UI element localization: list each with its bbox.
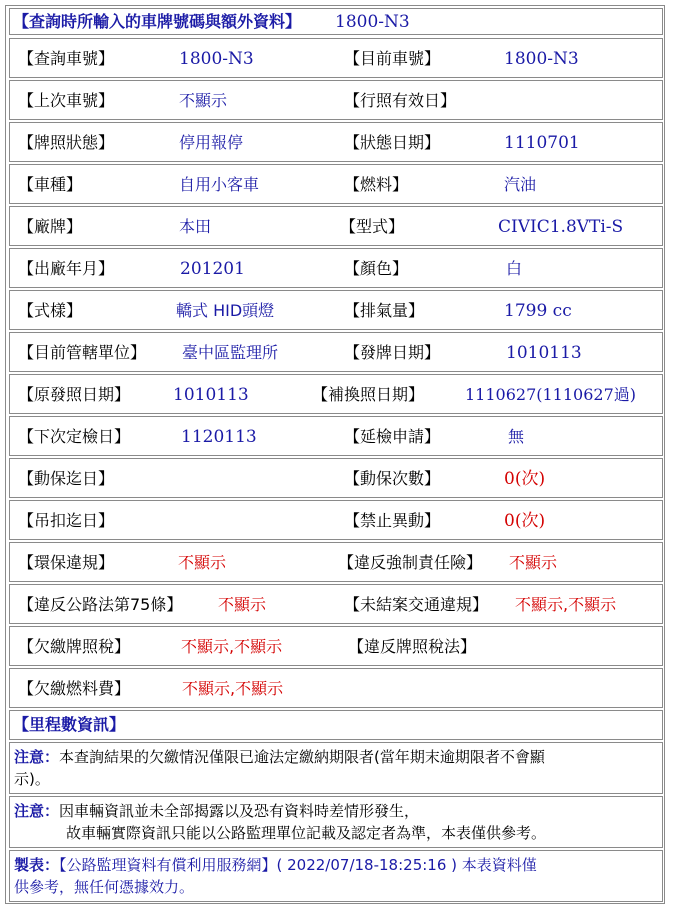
label-plate-status: 【牌照狀態】 [18, 133, 115, 152]
value-previous-plate: 不顯示 [179, 91, 228, 110]
label-original-license-date: 【原發照日期】 [18, 385, 131, 404]
row-manufacture-date [9, 248, 663, 288]
value-compulsory-insurance-violation: 不顯示 [509, 553, 558, 572]
label-fuel: 【燃料】 [344, 175, 409, 194]
query-header-label: 【查詢時所輸入的車牌號碼與額外資料】 [13, 12, 302, 31]
note2-line1: 因車輛資訊並未全部揭露以及恐有資料時差情形發生， [59, 802, 420, 820]
label-unpaid-fuel-fee: 【欠繳燃料費】 [18, 679, 131, 698]
query-header-value: 1800-N3 [335, 12, 410, 32]
label-environmental-violation: 【環保違規】 [18, 553, 115, 572]
label-suspension-end: 【吊扣迄日】 [18, 511, 115, 530]
value-manufacture-date: 201201 [180, 259, 245, 279]
label-vehicle-type: 【車種】 [18, 175, 83, 194]
row-original-license-date [9, 374, 663, 414]
value-brand: 本田 [179, 217, 212, 236]
row-highway-act-75 [9, 584, 663, 624]
label-unpaid-license-tax: 【欠繳牌照稅】 [18, 637, 131, 656]
report-maker-section [9, 850, 663, 902]
label-reissue-date: 【補換照日期】 [312, 385, 425, 404]
value-transfer-prohibited: 0(次) [504, 511, 546, 531]
value-query-plate: 1800-N3 [179, 49, 254, 69]
value-highway-act-75: 不顯示 [218, 595, 267, 614]
row-jurisdiction [9, 332, 663, 372]
row-unpaid-fuel-fee [9, 668, 663, 708]
label-manufacture-date: 【出廠年月】 [18, 259, 115, 278]
value-reissue-date: 1110627(1110627過) [465, 385, 637, 404]
value-displacement: 1799 cc [504, 301, 572, 321]
label-current-plate: 【目前車號】 [344, 49, 441, 68]
row-unpaid-license-tax [9, 626, 663, 666]
maker-label: 製表： [14, 856, 60, 874]
label-next-inspection: 【下次定檢日】 [18, 427, 131, 446]
value-unpaid-license-tax: 不顯示,不顯示 [181, 637, 283, 656]
label-license-tax-violation: 【違反牌照稅法】 [348, 637, 477, 656]
value-original-license-date: 1010113 [173, 385, 249, 405]
maker-line2: 供參考，無任何憑據效力。 [14, 878, 195, 896]
row-brand [9, 206, 663, 246]
note1-label: 注意： [14, 748, 60, 766]
value-status-date: 1110701 [504, 133, 580, 153]
row-next-inspection [9, 416, 663, 456]
label-brand: 【廠牌】 [18, 217, 83, 236]
note-overdue-notice [9, 742, 663, 794]
label-issue-date: 【發牌日期】 [344, 343, 441, 362]
value-body-style: 轎式 HID頭燈 [176, 301, 275, 320]
label-pending-traffic-violation: 【未結案交通違規】 [344, 595, 489, 614]
row-suspension-end [9, 500, 663, 540]
label-displacement: 【排氣量】 [344, 301, 425, 320]
note1-line2: 示)。 [14, 770, 50, 788]
note-data-disclaimer [9, 796, 663, 848]
value-chattel-mortgage-count: 0(次) [504, 469, 546, 489]
label-jurisdiction: 【目前管轄單位】 [18, 343, 147, 362]
value-vehicle-type: 自用小客車 [179, 175, 260, 194]
label-color: 【顏色】 [344, 259, 409, 278]
label-status-date: 【狀態日期】 [344, 133, 441, 152]
label-license-valid-date: 【行照有效日】 [344, 91, 457, 110]
row-chattel-mortgage-end [9, 458, 663, 498]
value-model: CIVIC1.8VTi-S [498, 217, 624, 237]
value-unpaid-fuel-fee: 不顯示,不顯示 [182, 679, 284, 698]
value-next-inspection: 1120113 [181, 427, 257, 447]
value-pending-traffic-violation: 不顯示,不顯示 [515, 595, 617, 614]
value-environmental-violation: 不顯示 [178, 553, 227, 572]
value-plate-status: 停用報停 [179, 133, 244, 152]
label-inspection-extension: 【延檢申請】 [344, 427, 441, 446]
label-chattel-mortgage-count: 【動保次數】 [344, 469, 441, 488]
row-body-style [9, 290, 663, 330]
note1-line1: 本查詢結果的欠繳情況僅限已逾法定繳納期限者(當年期末逾期限者不會顯 [59, 748, 545, 766]
note2-line2: 故車輛實際資訊只能以公路監理單位記載及認定者為準，本表僅供參考。 [66, 824, 547, 842]
value-fuel: 汽油 [504, 175, 537, 194]
maker-line1: 【公路監理資料有償利用服務網】( 2022/07/18-18:25:16 ) 本表資料僅 [59, 856, 537, 874]
mileage-section [9, 710, 663, 740]
row-environmental-violation [9, 542, 663, 582]
label-transfer-prohibited: 【禁止異動】 [344, 511, 441, 530]
row-plate-status [9, 122, 663, 162]
value-inspection-extension: 無 [508, 427, 525, 446]
value-jurisdiction: 臺中區監理所 [182, 343, 279, 362]
label-previous-plate: 【上次車號】 [18, 91, 115, 110]
note2-label: 注意： [14, 802, 60, 820]
value-issue-date: 1010113 [506, 343, 582, 363]
label-compulsory-insurance-violation: 【違反強制責任險】 [338, 553, 483, 572]
value-color: 白 [506, 259, 523, 278]
query-header-row [9, 8, 663, 35]
row-vehicle-type [9, 164, 663, 204]
mileage-title: 【里程數資訊】 [13, 715, 126, 734]
label-query-plate: 【查詢車號】 [18, 49, 115, 68]
row-previous-plate [9, 80, 663, 120]
label-chattel-mortgage-end: 【動保迄日】 [18, 469, 115, 488]
label-model: 【型式】 [340, 217, 405, 236]
label-body-style: 【式樣】 [18, 301, 83, 320]
label-highway-act-75: 【違反公路法第75條】 [18, 595, 183, 614]
row-query-plate [9, 38, 663, 78]
value-current-plate: 1800-N3 [504, 49, 579, 69]
